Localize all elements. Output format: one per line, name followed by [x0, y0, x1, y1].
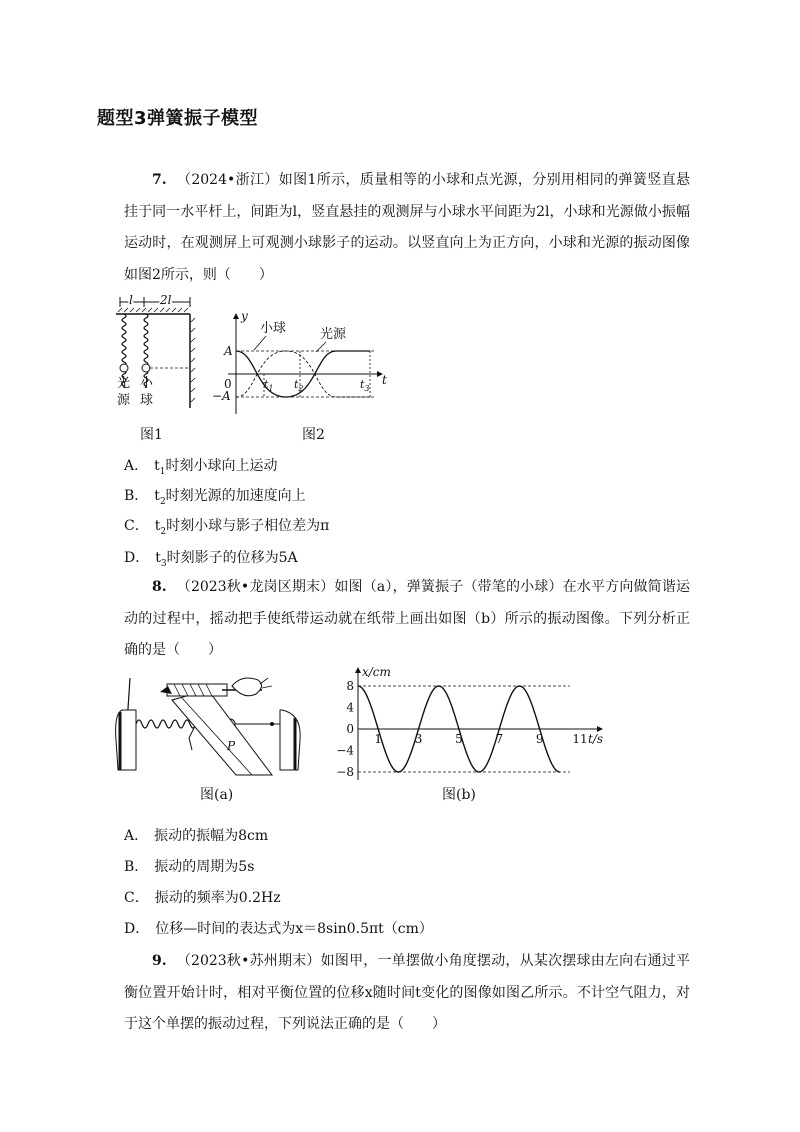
label-ball-1: 小: [140, 376, 154, 391]
x-tick-label: 3: [414, 732, 423, 746]
x-tick-label: 9: [535, 732, 544, 746]
dim-2l: 2l: [160, 293, 172, 307]
label-ball-2: 球: [140, 393, 154, 408]
question-text: （2024•浙江）如图1所示，质量相等的小球和点光源，分别用相同的弹簧竖直悬挂于同一水平杆上，间距为l，竖直悬挂的观测屏与小球水平间距为2l，小球和光源做小振幅运动时，在观测屏上可观测小球影子的运动。以竖直向上为正方向，小球和光源的振动图像如图2所示，则（ ）: [124, 172, 690, 283]
question-8: [124, 572, 690, 667]
dim-l: l: [129, 293, 133, 307]
label-light-2: 源: [117, 393, 131, 408]
x-tick-label: 7: [495, 732, 504, 746]
q7-option-b[interactable]: B． $t_2$时刻光源的加速度向上: [124, 488, 306, 507]
label-light-1: 光: [117, 376, 131, 391]
t2-label: $t_2$: [294, 378, 304, 393]
y-tick-label: 8: [346, 679, 354, 693]
origin-label: 0: [224, 377, 232, 391]
question-number: 8.: [152, 579, 167, 595]
question-text: （2023秋•龙岗区期末）如图（a），弹簧振子（带笔的小球）在水平方向做简谐运动的过程中，摇动把手使纸带运动就在纸带上画出如图（b）所示的振动图像。下列分析正确的是（ ）: [124, 579, 690, 658]
question-number: 7.: [152, 172, 167, 188]
x-tick-label: 1: [374, 732, 383, 746]
y-tick-label: −4: [336, 743, 354, 758]
figure-2-caption: 图2: [302, 427, 325, 443]
y-axis-label: x/cm: [362, 665, 391, 679]
y-tick-label: −8: [336, 765, 354, 779]
q8-option-a[interactable]: A． 振动的振幅为8cm: [124, 828, 269, 844]
q8-option-c[interactable]: C． 振动的频率为0.2Hz: [124, 890, 281, 906]
q7-option-d[interactable]: D． $t_3$时刻影子的位移为5A: [124, 550, 298, 569]
q8-option-d[interactable]: D． 位移—时间的表达式为x＝8sin0.5πt（cm）: [124, 921, 433, 937]
figure-b-caption: 图(b): [442, 787, 476, 803]
y-tick-label: 4: [346, 700, 354, 715]
q7-option-c[interactable]: C． $t_2$时刻小球与影子相位差为π: [124, 518, 330, 537]
p-label: P: [227, 739, 236, 753]
q7-option-a[interactable]: A． $t_1$时刻小球向上运动: [124, 458, 278, 477]
ball-curve-label: 小球: [260, 321, 287, 336]
x-axis-label: t/s: [588, 732, 604, 746]
question-7: [124, 165, 690, 291]
figure-b-chart: [330, 664, 610, 782]
figure-a-apparatus: [112, 670, 307, 780]
y-tick-label: 0: [346, 722, 354, 736]
question-text: （2023秋•苏州期末）如图甲，一单摆做小角度摆动，从某次摆球由左向右通过平衡位置开始计时，相对平衡位置的位移x随时间t变化的图像如图乙所示。不计空气阻力，对于这个单摆的振动过程，下列说法正确的是（ ）: [124, 953, 690, 1032]
figure-1-caption: 图1: [140, 427, 163, 443]
neg-amplitude-label: −A: [212, 389, 231, 403]
t1-label: $t_1$: [264, 378, 274, 393]
amplitude-label: A: [224, 344, 233, 358]
y-axis-label: y: [241, 309, 248, 323]
t-axis-label: t: [382, 373, 387, 387]
figure-2-vibration-graph: [210, 308, 400, 418]
q8-option-b[interactable]: B． 振动的周期为5s: [124, 859, 255, 875]
x-tick-label: 11: [572, 732, 588, 746]
section-heading: 题型3弹簧振子模型: [97, 108, 259, 129]
question-9: [124, 946, 690, 1041]
light-curve-label: 光源: [320, 327, 347, 342]
x-tick-label: 5: [455, 732, 463, 746]
t3-label: $t_3$: [360, 378, 370, 393]
figure-1-spring-diagram: [112, 292, 212, 412]
question-number: 9.: [152, 953, 167, 969]
figure-a-caption: 图(a): [200, 787, 234, 803]
